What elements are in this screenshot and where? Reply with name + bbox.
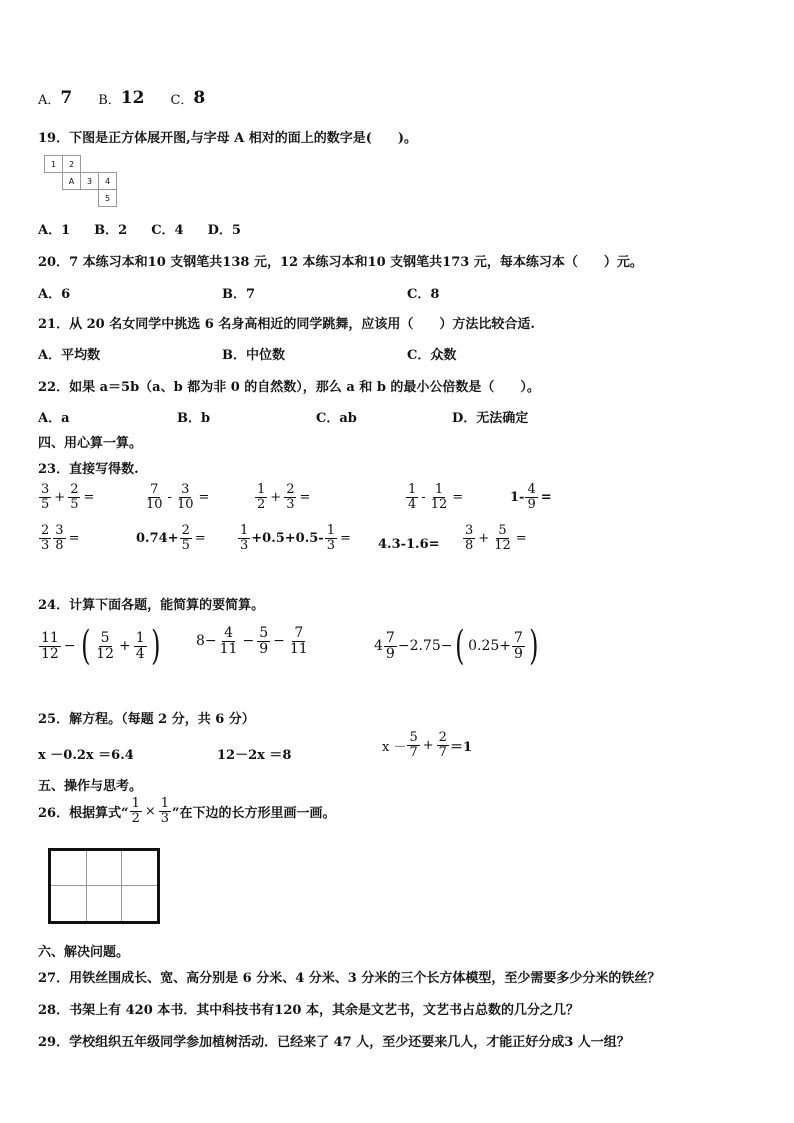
q20-text: 20．7 本练习本和10 支钢笔共138 元，12 本练习本和10 支钢笔共173 元，每本练习本（ ）元。 xyxy=(38,255,643,270)
q21-option-b: B．中位数 xyxy=(222,348,285,363)
q23-expr-6 xyxy=(38,524,81,552)
numerator: 2 xyxy=(438,730,447,745)
equals-sign: = xyxy=(515,530,527,546)
q23-expr-5 xyxy=(510,483,554,511)
q23-expr-4 xyxy=(405,483,465,511)
denominator: 3 xyxy=(326,537,335,553)
option-value: 12 xyxy=(120,88,145,108)
net-cell: A xyxy=(62,172,81,190)
denominator: 11 xyxy=(219,640,238,657)
numerator: 5 xyxy=(498,523,507,538)
grid-line xyxy=(121,851,122,921)
denominator: 3 xyxy=(41,537,50,553)
denominator: 12 xyxy=(494,537,511,553)
q22-option-b: B．b xyxy=(177,411,211,426)
middle-terms: +0.5+0.5- xyxy=(251,530,324,546)
net-cell: 2 xyxy=(62,155,81,173)
option-letter: A． xyxy=(38,92,61,108)
q25-eq-2: 12－2x ＝8 xyxy=(217,748,292,763)
q25-eq-3 xyxy=(382,731,472,759)
denominator: 5 xyxy=(70,496,79,512)
q23-expr-10 xyxy=(462,524,529,552)
q18-options xyxy=(38,88,205,108)
denominator: 9 xyxy=(385,645,395,662)
minus-sign: − xyxy=(273,633,285,650)
q23-expr-7 xyxy=(136,524,208,552)
denominator: 10 xyxy=(146,496,163,512)
q29-text: 29．学校组织五年级同学参加植树活动．已经来了 47 人，至少还要来几人，才能正好分成3 人一组？ xyxy=(38,1035,630,1050)
section-5-heading: 五、操作与思考。 xyxy=(38,779,143,794)
denominator: 5 xyxy=(41,496,50,512)
numerator: 11 xyxy=(41,629,59,646)
grid-line xyxy=(86,851,87,921)
q26-suffix: ”在下边的长方形里画一画。 xyxy=(172,805,336,821)
equals-sign: = xyxy=(83,489,95,505)
eq3-end: ＝1 xyxy=(449,739,472,755)
grid-line xyxy=(51,885,157,886)
denominator: 12 xyxy=(430,496,448,512)
q19-text: 19．下图是正方体展开图,与字母 A 相对的面上的数字是( )。 xyxy=(38,131,418,146)
numerator: 4 xyxy=(224,625,234,641)
plus-sign: + xyxy=(54,489,66,505)
plus-sign: + xyxy=(422,737,434,753)
q20-option-c: C．8 xyxy=(407,287,440,302)
plus-sign: + xyxy=(119,638,131,654)
q21-option-c: C．众数 xyxy=(407,348,457,363)
numerator: 1 xyxy=(135,629,145,646)
equals-sign: = xyxy=(452,489,464,505)
q22-option-d: D．无法确定 xyxy=(452,411,529,426)
option-value: 8 xyxy=(193,88,206,108)
q26-text xyxy=(38,797,336,825)
denominator: 2 xyxy=(131,810,140,826)
minus-sign: − xyxy=(242,633,255,650)
q19-option-b: B．2 xyxy=(94,223,128,238)
denominator: 7 xyxy=(409,744,418,760)
net-cell: 3 xyxy=(80,172,99,190)
minus-sign: - xyxy=(167,489,172,505)
equals-sign: = xyxy=(198,489,210,505)
left-paren: ( xyxy=(80,623,91,669)
q19-option-a: A．1 xyxy=(38,223,71,238)
q23-expr-3 xyxy=(254,483,312,511)
q27-text: 27．用铁丝围成长、宽、高分别是 6 分米、4 分米、3 分米的三个长方体模型，至少需要多少分米的铁丝？ xyxy=(38,971,661,986)
denominator: 11 xyxy=(289,640,308,657)
q24-expr-1 xyxy=(38,623,163,669)
numerator: 7 xyxy=(514,629,523,646)
section-4-heading: 四、用心算一算。 xyxy=(38,436,143,451)
expr-middle: −2.75− xyxy=(397,638,453,654)
denominator: 4 xyxy=(408,496,417,512)
numerator: 2 xyxy=(41,523,50,538)
option-value: 7 xyxy=(60,88,73,108)
numerator: 2 xyxy=(181,523,190,538)
drawing-rectangle[interactable] xyxy=(48,848,160,924)
option-letter: B． xyxy=(98,92,121,108)
numerator: 1 xyxy=(240,523,249,538)
numerator: 5 xyxy=(259,625,269,641)
decimal-term: 0.74+ xyxy=(136,530,179,546)
numerator: 1 xyxy=(434,482,444,497)
numerator: 2 xyxy=(70,482,79,497)
net-cell: 1 xyxy=(44,155,63,173)
denominator: 3 xyxy=(160,810,170,826)
equals-sign: = xyxy=(299,489,311,505)
numerator: 2 xyxy=(286,482,295,497)
q28-text: 28．书架上有 420 本书．其中科技书有120 本，其余是文艺书，文艺书占总数的几分之几？ xyxy=(38,1003,579,1018)
times-sign: × xyxy=(144,803,156,819)
q23-expr-9: 4.3-1.6= xyxy=(378,537,440,552)
equals-sign: = xyxy=(68,530,80,546)
numerator: 1 xyxy=(257,482,266,497)
eq3-start: x － xyxy=(382,739,407,755)
numerator: 1 xyxy=(326,523,335,538)
mixed-whole: 4 xyxy=(374,638,383,654)
numerator: 5 xyxy=(100,629,110,646)
q22-option-c: C．ab xyxy=(316,411,357,426)
numerator: 1 xyxy=(408,482,417,497)
q22-text: 22．如果 a＝5b（a、b 都为非 0 的自然数），那么 a 和 b 的最小公倍数是（ ）。 xyxy=(38,380,540,395)
q20-option-b: B．7 xyxy=(222,287,256,302)
denominator: 2 xyxy=(257,496,266,512)
net-cell: 4 xyxy=(98,172,117,190)
denominator: 8 xyxy=(55,537,64,553)
numerator: 1 xyxy=(131,796,140,811)
right-paren: ) xyxy=(150,623,161,669)
q22-option-a: A．a xyxy=(38,411,70,426)
q23-expr-8 xyxy=(237,524,353,552)
numerator: 7 xyxy=(150,482,159,497)
q19-option-c: C．4 xyxy=(151,223,184,238)
left-paren: ( xyxy=(455,623,465,669)
expr-inner: 0.25+ xyxy=(468,638,511,654)
q20-option-a: A．6 xyxy=(38,287,71,302)
q21-text: 21．从 20 名女同学中挑选 6 名身高相近的同学跳舞，应该用（ ）方法比较合适. xyxy=(38,317,535,332)
right-paren: ) xyxy=(529,623,539,669)
plus-sign: + xyxy=(478,530,490,546)
denominator: 9 xyxy=(514,645,523,662)
q19-option-d: D．5 xyxy=(207,223,241,238)
q25-text: 25．解方程。（每题 2 分，共 6 分） xyxy=(38,712,255,727)
numerator: 7 xyxy=(294,625,304,641)
q25-eq-1: x －0.2x ＝6.4 xyxy=(38,748,134,763)
net-cell: 5 xyxy=(98,189,117,207)
one-minus: 1- xyxy=(510,489,525,505)
numerator: 7 xyxy=(385,629,395,646)
q23-text: 23．直接写得数. xyxy=(38,462,139,477)
numerator: 3 xyxy=(41,482,50,497)
denominator: 9 xyxy=(527,496,536,512)
numerator: 3 xyxy=(181,482,190,497)
numerator: 1 xyxy=(160,796,170,811)
q24-text: 24．计算下面各题，能简算的要简算。 xyxy=(38,598,265,613)
q21-option-a: A．平均数 xyxy=(38,348,101,363)
equals-sign: = xyxy=(339,530,351,546)
q23-expr-1 xyxy=(38,483,96,511)
numerator: 5 xyxy=(409,730,418,745)
numerator: 3 xyxy=(55,523,64,538)
denominator: 4 xyxy=(135,645,145,662)
q18-option-a xyxy=(38,88,72,108)
denominator: 3 xyxy=(240,537,249,553)
denominator: 9 xyxy=(259,640,269,657)
denominator: 10 xyxy=(176,496,194,512)
denominator: 7 xyxy=(438,744,447,760)
numerator: 4 xyxy=(527,482,536,497)
q24-expr-2 xyxy=(196,626,311,656)
q23-expr-2 xyxy=(143,483,211,511)
q18-option-c xyxy=(170,88,205,108)
denominator: 12 xyxy=(96,645,114,662)
q19-options xyxy=(38,219,241,238)
denominator: 8 xyxy=(465,537,474,553)
minus-sign: − xyxy=(63,638,76,654)
equals-sign: = xyxy=(194,530,206,546)
q18-option-b xyxy=(98,88,144,108)
q24-expr-3 xyxy=(374,623,542,669)
q26-prefix: 26．根据算式“ xyxy=(38,805,129,821)
section-6-heading: 六、解决问题。 xyxy=(38,945,130,960)
plus-sign: + xyxy=(270,489,282,505)
denominator: 12 xyxy=(41,645,59,662)
option-letter: C． xyxy=(170,92,194,108)
equals-sign: = xyxy=(540,489,552,505)
numerator: 3 xyxy=(465,523,474,538)
minus-sign: - xyxy=(421,489,426,505)
denominator: 5 xyxy=(181,537,190,553)
expr-prefix: 8− xyxy=(196,633,217,650)
denominator: 3 xyxy=(286,496,295,512)
